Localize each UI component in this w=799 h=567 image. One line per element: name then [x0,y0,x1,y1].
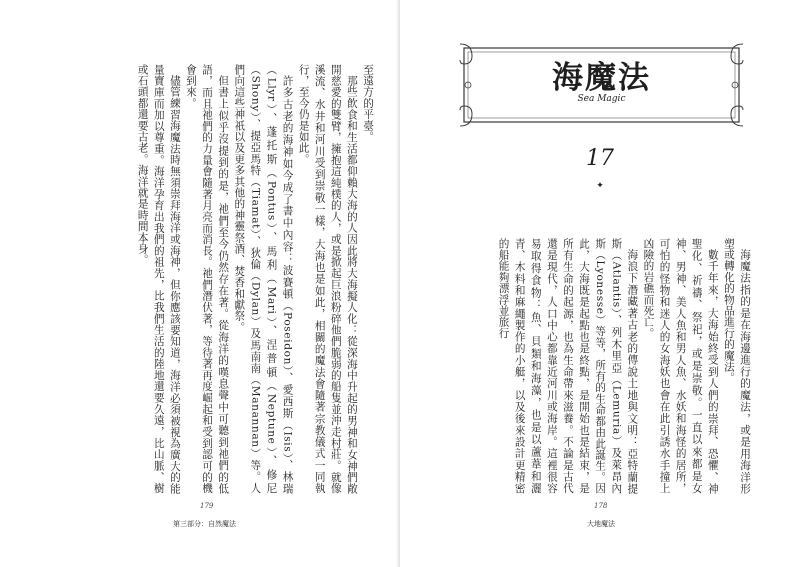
left-page [0,0,399,567]
running-head-right: 大地魔法 [587,520,615,528]
chapter-subtitle: Sea Magic [577,94,626,104]
left-page-body [80,64,376,494]
paragraph: 許多古老的海神如今成了書中內容：波賽頓（Poseidon）、愛西斯（Isis）、林瑞（Llyr）、蓬托斯（Pontus）、馬利（Mari）、涅普頓（Neptune）、修尼（Shony）、提亞馬特（Tiamat）、狄倫（Dylan）及馬南南（Manannan）等。人們向這些神祇以及更多其他的神靈祭酒、焚香和獻祭。 [233,64,294,494]
chapter-number: 17 [586,146,614,171]
diamond-ornament-icon: ✦ [596,181,604,191]
paragraph: 但書上似乎沒提到的是，祂們至今仍然存在著。從海洋的嘆息聲中可聽到祂們的低語，而且祂們的力量會隨著月亮而消長。祂們潛伏著，等待著再度崛起和受到認可的機會到來。 [184,64,230,494]
paragraph: 儘管練習海魔法時無須崇拜海洋或海神，但你應該要知道，海洋必須被視為廣大的能量寶庫而加以尊重。海洋孕育出我們的祖先，比我們生活的陸地還要久遠，比山脈、樹或石頭都還要古老。海洋就是時間本身。 [136,64,181,494]
running-head-left: 第三部分：自然魔法 [173,520,236,528]
page-number-left: 179 [200,502,214,510]
right-page [400,0,799,567]
paragraph: 至遠方的平臺。 [362,64,374,143]
chapter-title: 海魔法 [552,60,651,96]
paragraph: 那些飲食和生活都仰賴大海的人因此將大海擬人化：從深海中升起的男神和女神們敞開慈愛的雙臂，擁抱這純樸的人，或是掀起巨浪粉碎他們脆弱的船隻並沖走村莊。就像溪流、水井和河川受到崇敬一樣，大海也是如此，相關的魔法會隨著宗教儀式一同執行，至今仍是如此。 [297,64,358,494]
paragraph: 海魔法指的是在海邊進行的魔法，或是用海洋形塑或轉化的物品進行的魔法。 [722,238,751,494]
chapter-title-frame [458,42,745,128]
right-page-body [405,238,753,494]
paragraph: 海浪下潛藏著古老的傳說土地與文明：亞特蘭提斯（Atlantis）、列木里亞（Lemuria）及萊昂內斯（Lyonesse）等等，所有的生命都由此誕生。因此，大海既是起點也是終點，是開始也是結束，是所有生命的起源，也為生命帶來滋養。不論是古代還是現代，人口中心都靠近河川或海岸。這裡很容易取得食物：魚、貝類和海藻，也是以蘆葦和灑青、木料和麻繩製作的小艇，以及後來設計更精密的船能夠漂浮並旅行 [497,238,639,494]
paragraph: 數千年來，大海始終受到人們的崇拜、恐懼、神聖化、祈禱、祭祀，或是崇敬。一直以來都是女神、男神、美人魚和男人魚、水妖和海怪的居所，可怕的怪物和迷人的女海妖也會在此引誘水手撞上凶險的岩礁而死亡。 [642,238,719,494]
page-number-right: 178 [594,502,608,510]
